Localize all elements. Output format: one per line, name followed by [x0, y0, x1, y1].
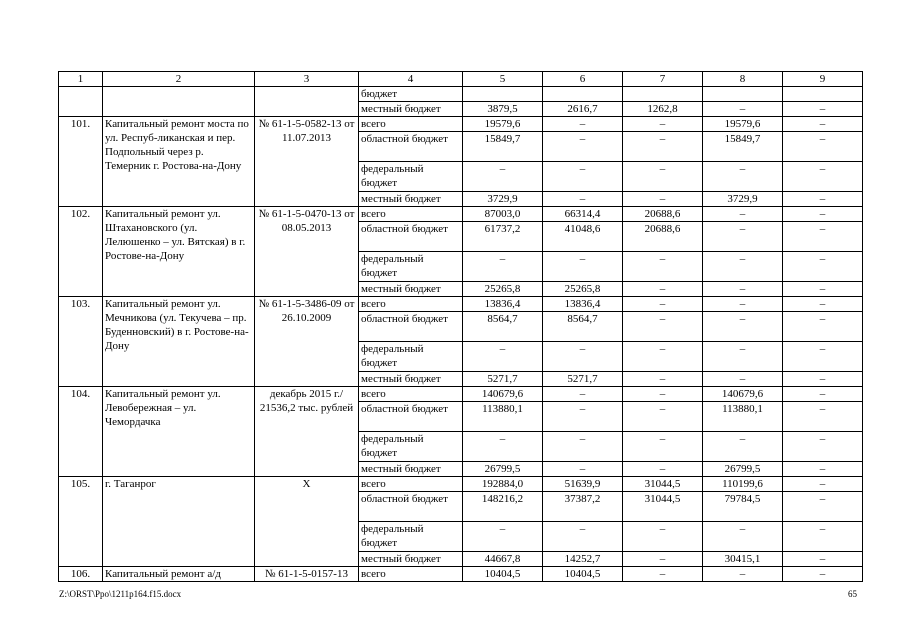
value-cell: –: [463, 522, 543, 552]
row-number: 103.: [59, 297, 103, 387]
table-row: [59, 117, 863, 132]
value-cell: –: [623, 297, 703, 312]
value-cell: –: [543, 117, 623, 132]
value-cell: 20688,6: [623, 207, 703, 222]
value-cell: –: [623, 372, 703, 387]
funding-source-cell: всего: [359, 117, 463, 132]
table-row: [59, 207, 863, 222]
document-cell: [255, 87, 359, 117]
value-cell: 148216,2: [463, 492, 543, 522]
funding-source-cell: областной бюджет: [359, 492, 463, 522]
budget-table: [58, 71, 863, 582]
value-cell: –: [623, 567, 703, 582]
value-cell: –: [783, 492, 863, 522]
document-reference: № 61-1-5-0470-13 от 08.05.2013: [255, 207, 359, 297]
header-cell: 7: [623, 72, 703, 87]
value-cell: –: [703, 282, 783, 297]
value-cell: –: [783, 567, 863, 582]
value-cell: –: [543, 462, 623, 477]
value-cell: –: [543, 252, 623, 282]
value-cell: –: [703, 342, 783, 372]
row-number: 106.: [59, 567, 103, 582]
value-cell: –: [783, 312, 863, 342]
value-cell: 41048,6: [543, 222, 623, 252]
funding-source-cell: федеральный бюджет: [359, 162, 463, 192]
table-row: [59, 87, 863, 102]
document-reference: № 61-1-5-0582-13 от 11.07.2013: [255, 117, 359, 207]
value-cell: –: [463, 432, 543, 462]
value-cell: –: [543, 387, 623, 402]
value-cell: –: [783, 102, 863, 117]
value-cell: –: [623, 342, 703, 372]
value-cell: –: [703, 102, 783, 117]
value-cell: [543, 87, 623, 102]
value-cell: 8564,7: [543, 312, 623, 342]
value-cell: –: [543, 402, 623, 432]
value-cell: 3729,9: [703, 192, 783, 207]
value-cell: 3729,9: [463, 192, 543, 207]
value-cell: –: [783, 477, 863, 492]
value-cell: –: [703, 297, 783, 312]
value-cell: –: [783, 387, 863, 402]
value-cell: –: [623, 522, 703, 552]
object-name: Капитальный ремонт ул. Штахановского (ул. Лелюшенко – ул. Вятская) в г. Ростове-на-Дону: [103, 207, 255, 297]
value-cell: 13836,4: [463, 297, 543, 312]
header-cell: 4: [359, 72, 463, 87]
value-cell: –: [703, 252, 783, 282]
table-row: [59, 567, 863, 582]
header-cell: 2: [103, 72, 255, 87]
value-cell: 10404,5: [543, 567, 623, 582]
value-cell: [623, 87, 703, 102]
value-cell: –: [623, 132, 703, 162]
document-reference: Х: [255, 477, 359, 567]
row-number: 101.: [59, 117, 103, 207]
value-cell: –: [623, 402, 703, 432]
value-cell: –: [543, 432, 623, 462]
value-cell: 87003,0: [463, 207, 543, 222]
value-cell: 8564,7: [463, 312, 543, 342]
value-cell: –: [783, 192, 863, 207]
value-cell: –: [623, 117, 703, 132]
value-cell: –: [623, 387, 703, 402]
value-cell: 192884,0: [463, 477, 543, 492]
value-cell: –: [783, 252, 863, 282]
value-cell: 13836,4: [543, 297, 623, 312]
value-cell: 31044,5: [623, 477, 703, 492]
value-cell: –: [783, 207, 863, 222]
funding-source-cell: федеральный бюджет: [359, 522, 463, 552]
funding-source-cell: местный бюджет: [359, 552, 463, 567]
value-cell: –: [783, 522, 863, 552]
funding-source-cell: всего: [359, 477, 463, 492]
value-cell: [703, 87, 783, 102]
value-cell: 20688,6: [623, 222, 703, 252]
value-cell: 14252,7: [543, 552, 623, 567]
value-cell: [783, 87, 863, 102]
object-name: Капитальный ремонт моста по ул. Респуб-ликанская и пер. Подпольный через р. Темерник г. Ростова-на-Дону: [103, 117, 255, 207]
value-cell: 19579,6: [703, 117, 783, 132]
value-cell: –: [703, 372, 783, 387]
funding-source-cell: областной бюджет: [359, 402, 463, 432]
value-cell: –: [543, 342, 623, 372]
row-number: 102.: [59, 207, 103, 297]
value-cell: 30415,1: [703, 552, 783, 567]
value-cell: –: [543, 132, 623, 162]
funding-source-cell: федеральный бюджет: [359, 342, 463, 372]
funding-source-cell: местный бюджет: [359, 192, 463, 207]
value-cell: 2616,7: [543, 102, 623, 117]
value-cell: 44667,8: [463, 552, 543, 567]
object-name: Капитальный ремонт ул. Левобережная – ул. Чемордачка: [103, 387, 255, 477]
value-cell: 15849,7: [463, 132, 543, 162]
value-cell: 31044,5: [623, 492, 703, 522]
value-cell: 140679,6: [703, 387, 783, 402]
funding-source-cell: местный бюджет: [359, 372, 463, 387]
funding-source-cell: областной бюджет: [359, 132, 463, 162]
value-cell: [463, 87, 543, 102]
object-name: Капитальный ремонт ул. Мечникова (ул. Текучева – пр. Буденновский) в г. Ростове-на-Дону: [103, 297, 255, 387]
value-cell: –: [783, 372, 863, 387]
value-cell: –: [463, 342, 543, 372]
header-cell: 6: [543, 72, 623, 87]
table-row: [59, 387, 863, 402]
value-cell: 79784,5: [703, 492, 783, 522]
value-cell: 51639,9: [543, 477, 623, 492]
value-cell: 66314,4: [543, 207, 623, 222]
value-cell: 3879,5: [463, 102, 543, 117]
header-cell: 1: [59, 72, 103, 87]
value-cell: –: [623, 432, 703, 462]
header-cell: 3: [255, 72, 359, 87]
value-cell: –: [783, 132, 863, 162]
funding-source-cell: местный бюджет: [359, 462, 463, 477]
value-cell: –: [783, 222, 863, 252]
value-cell: 10404,5: [463, 567, 543, 582]
header-cell: 8: [703, 72, 783, 87]
value-cell: –: [783, 402, 863, 432]
value-cell: –: [623, 252, 703, 282]
value-cell: –: [623, 552, 703, 567]
value-cell: –: [703, 207, 783, 222]
value-cell: –: [703, 222, 783, 252]
value-cell: 140679,6: [463, 387, 543, 402]
funding-source-cell: областной бюджет: [359, 222, 463, 252]
value-cell: –: [543, 162, 623, 192]
funding-source-cell: бюджет: [359, 87, 463, 102]
value-cell: –: [783, 117, 863, 132]
row-number: 105.: [59, 477, 103, 567]
value-cell: –: [783, 432, 863, 462]
table-row: [59, 477, 863, 492]
value-cell: –: [703, 162, 783, 192]
value-cell: –: [623, 282, 703, 297]
value-cell: –: [783, 552, 863, 567]
table-row: [59, 297, 863, 312]
header-cell: 9: [783, 72, 863, 87]
value-cell: –: [623, 312, 703, 342]
funding-source-cell: всего: [359, 567, 463, 582]
object-name: Капитальный ремонт а/д: [103, 567, 255, 582]
value-cell: 19579,6: [463, 117, 543, 132]
value-cell: 26799,5: [703, 462, 783, 477]
funding-source-cell: всего: [359, 207, 463, 222]
value-cell: –: [783, 462, 863, 477]
value-cell: –: [623, 192, 703, 207]
value-cell: 15849,7: [703, 132, 783, 162]
header-row: [59, 72, 863, 87]
value-cell: –: [463, 162, 543, 192]
funding-source-cell: местный бюджет: [359, 102, 463, 117]
document-reference: № 61-1-5-3486-09 от 26.10.2009: [255, 297, 359, 387]
funding-source-cell: федеральный бюджет: [359, 252, 463, 282]
row-number: 104.: [59, 387, 103, 477]
object-cell: [103, 87, 255, 117]
value-cell: –: [463, 252, 543, 282]
value-cell: 5271,7: [543, 372, 623, 387]
value-cell: 1262,8: [623, 102, 703, 117]
value-cell: 113880,1: [703, 402, 783, 432]
value-cell: –: [783, 297, 863, 312]
value-cell: 5271,7: [463, 372, 543, 387]
value-cell: –: [703, 432, 783, 462]
funding-source-cell: всего: [359, 297, 463, 312]
document-reference: декабрь 2015 г./ 21536,2 тыс. рублей: [255, 387, 359, 477]
value-cell: 25265,8: [463, 282, 543, 297]
value-cell: –: [783, 282, 863, 297]
page-number: 65: [848, 589, 857, 599]
value-cell: 113880,1: [463, 402, 543, 432]
funding-source-cell: федеральный бюджет: [359, 432, 463, 462]
value-cell: 110199,6: [703, 477, 783, 492]
document-reference: № 61-1-5-0157-13: [255, 567, 359, 582]
value-cell: –: [623, 162, 703, 192]
funding-source-cell: областной бюджет: [359, 312, 463, 342]
funding-source-cell: всего: [359, 387, 463, 402]
value-cell: 25265,8: [543, 282, 623, 297]
footer-file-path: Z:\ORST\Ppo\1211p164.f15.docx: [59, 589, 182, 599]
value-cell: –: [543, 522, 623, 552]
value-cell: –: [703, 312, 783, 342]
value-cell: 37387,2: [543, 492, 623, 522]
funding-source-cell: местный бюджет: [359, 282, 463, 297]
num-cell: [59, 87, 103, 117]
value-cell: –: [543, 192, 623, 207]
value-cell: –: [783, 162, 863, 192]
value-cell: 61737,2: [463, 222, 543, 252]
value-cell: –: [703, 522, 783, 552]
value-cell: 26799,5: [463, 462, 543, 477]
value-cell: –: [703, 567, 783, 582]
header-cell: 5: [463, 72, 543, 87]
value-cell: –: [783, 342, 863, 372]
object-name: г. Таганрог: [103, 477, 255, 567]
value-cell: –: [623, 462, 703, 477]
